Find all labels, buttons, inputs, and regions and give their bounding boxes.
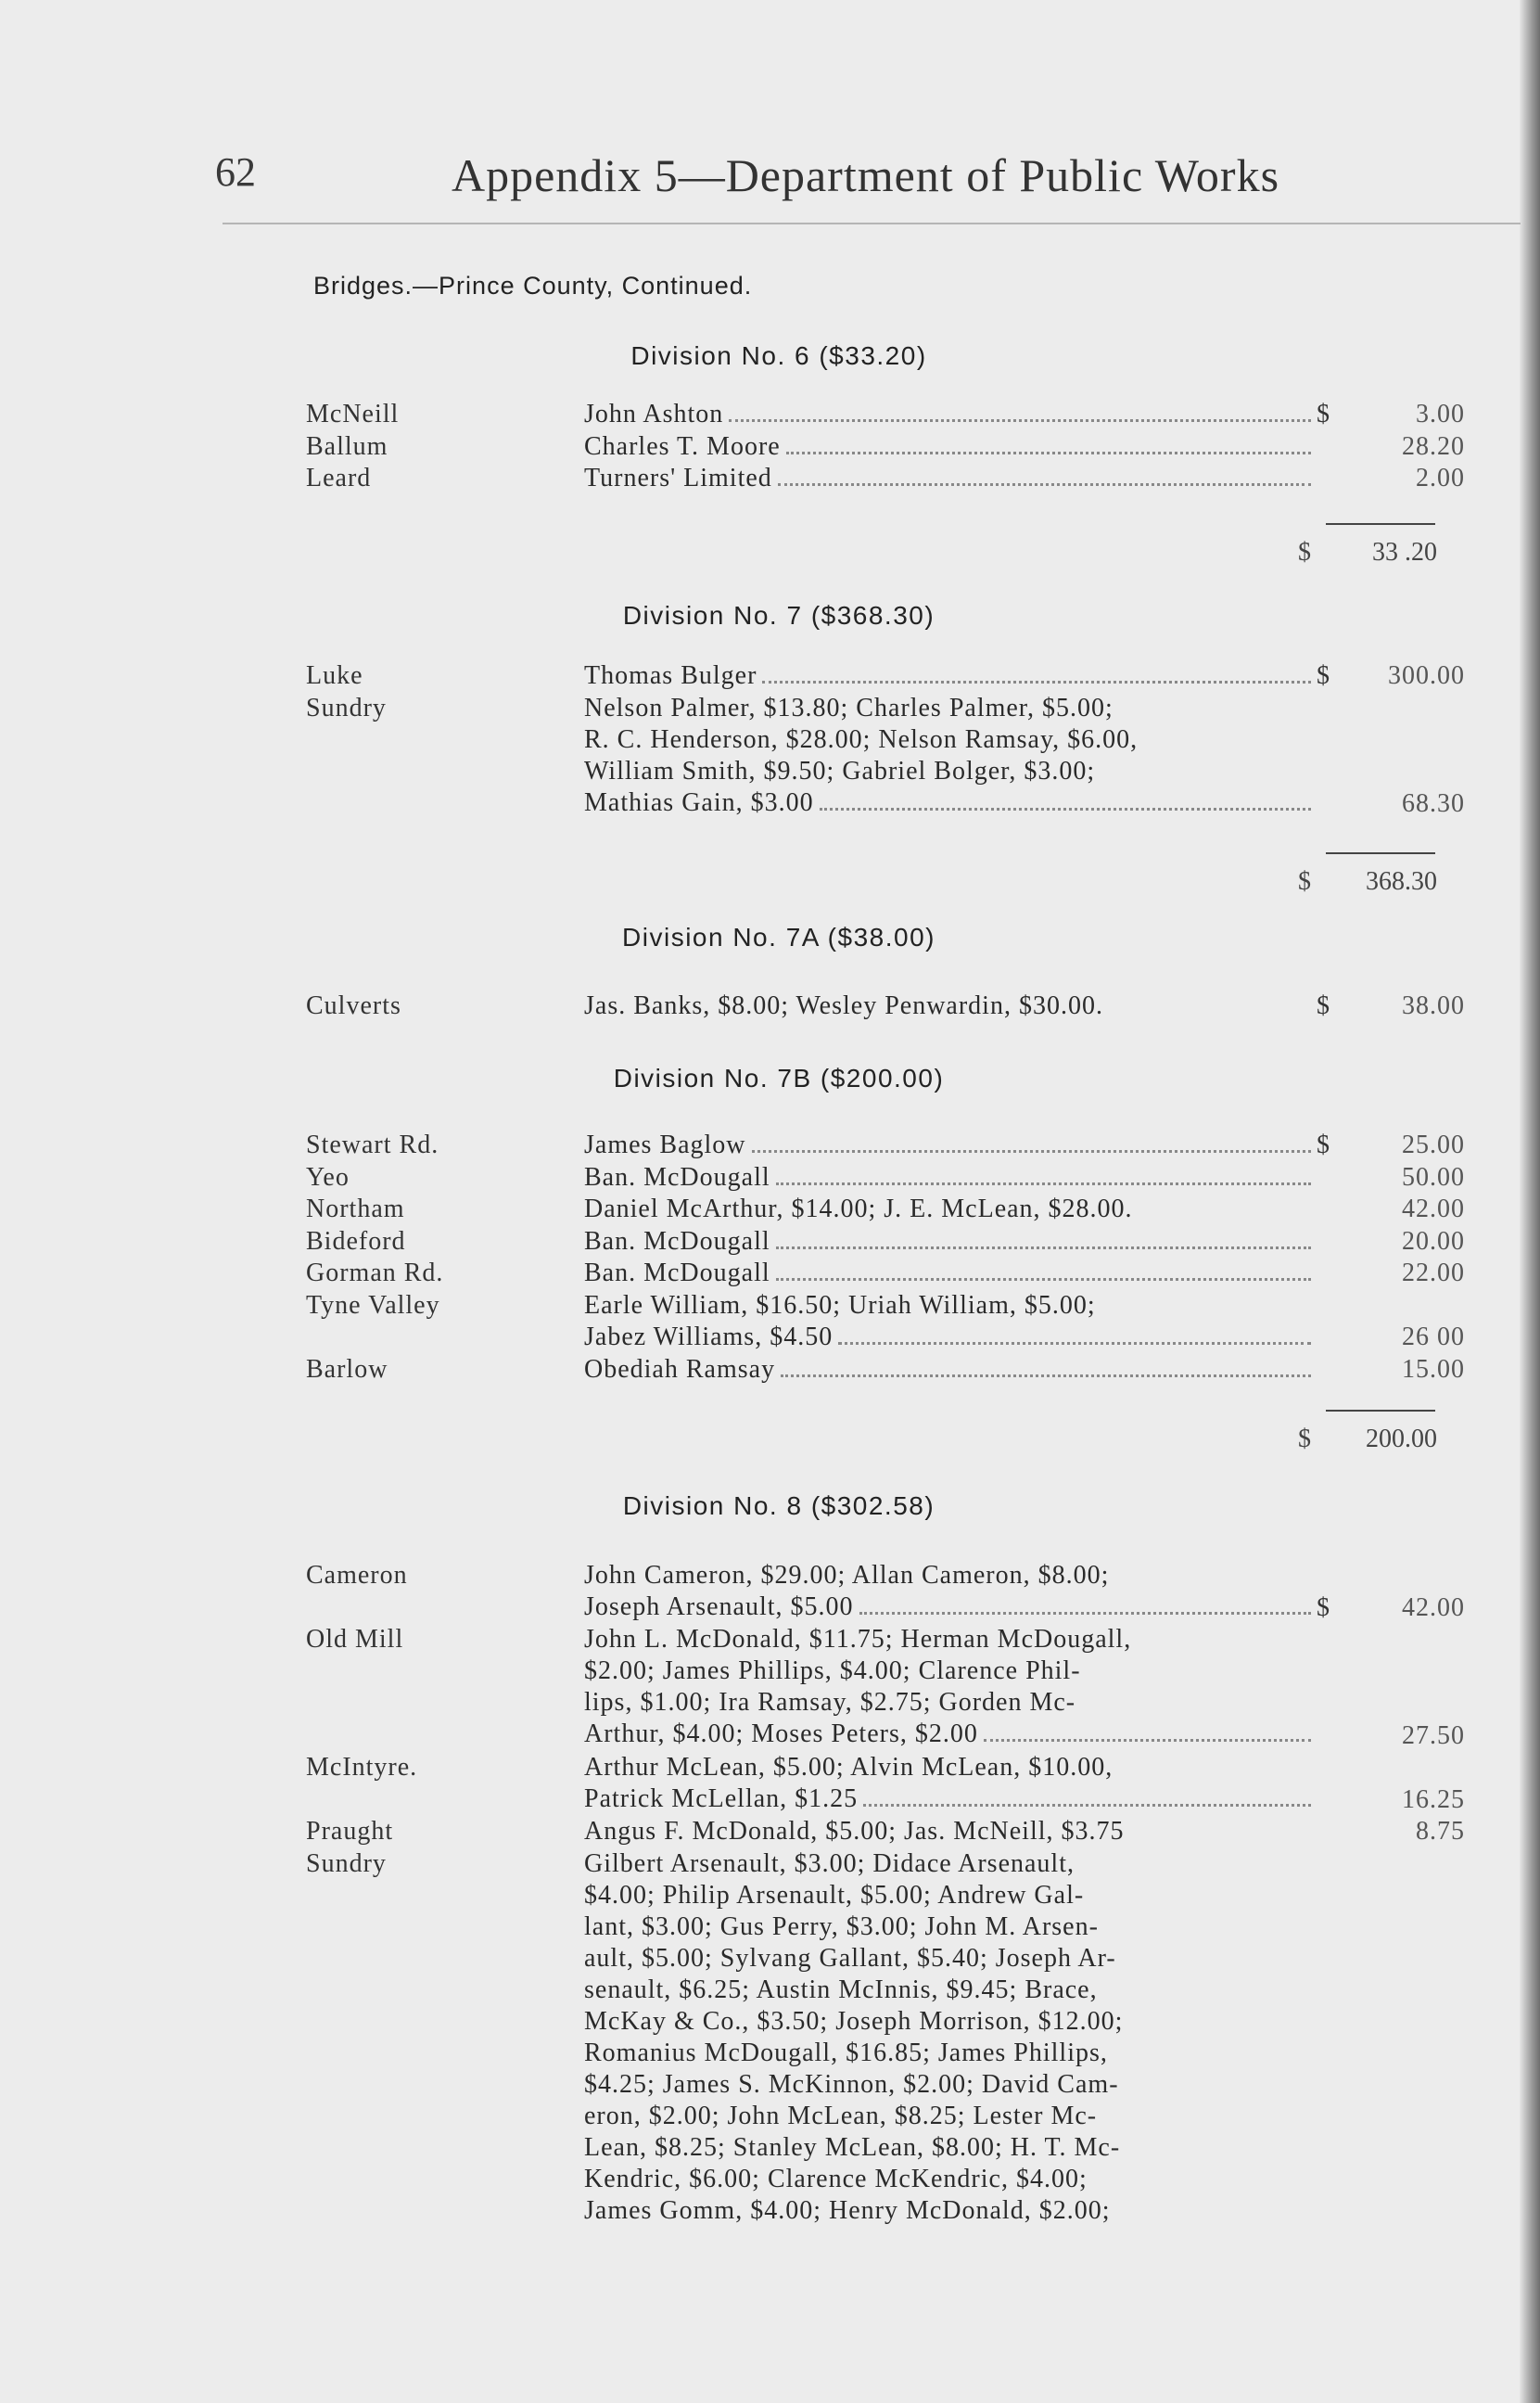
section-heading: Bridges.—Prince County, Continued. — [313, 272, 753, 300]
dot-leader — [820, 787, 1311, 811]
total-dollar-sign: $ — [1298, 538, 1311, 567]
division-total — [1048, 1425, 1437, 1458]
entry-line — [584, 787, 1317, 819]
entry-amount: 50.00 — [1402, 1162, 1465, 1192]
entry-line: Arthur McLean, $5.00; Alvin McLean, $10.00, — [584, 1753, 1114, 1782]
entry-location: Old Mill — [306, 1625, 404, 1654]
entry-line-text: Mathias Gain, $3.00 — [584, 787, 814, 817]
entry-location: Ballum — [306, 431, 388, 461]
entry-description — [584, 1816, 1317, 1847]
entry-line: lant, $3.00; Gus Perry, $3.00; John M. Arsen- — [584, 1911, 1099, 1941]
division-title: Division No. 8 ($302.58) — [622, 1491, 935, 1520]
entry-line-text: Ban. McDougall — [584, 1226, 770, 1256]
entry-line-text: Ban. McDougall — [584, 1259, 770, 1287]
entry-location: McIntyre. — [306, 1753, 418, 1782]
entry-amount: 25.00 — [1402, 1131, 1465, 1159]
entry-description — [584, 1226, 1317, 1258]
entry-location: Stewart Rd. — [306, 1131, 439, 1159]
entry-description — [584, 431, 1317, 463]
entry-line: Jas. Banks, $8.00; Wesley Penwardin, $30.00. — [584, 991, 1103, 1020]
division-title: Division No. 7A ($38.00) — [622, 923, 935, 952]
total-dollar-sign: $ — [1298, 1425, 1311, 1453]
entry-location: Tyne Valley — [306, 1290, 440, 1320]
entry-line-text: Turners' Limited — [584, 464, 772, 492]
entry-line-text: Joseph Arsenault, $5.00 — [584, 1592, 854, 1621]
entry-location: Cameron — [306, 1561, 408, 1590]
entry-line — [584, 399, 1317, 430]
entry-line — [584, 660, 1317, 692]
entry-location: Luke — [306, 661, 363, 690]
entry-amount: 26 00 — [1402, 1323, 1465, 1351]
entry-line — [584, 1783, 1317, 1815]
dot-leader — [776, 1162, 1311, 1185]
entry-line — [584, 1130, 1317, 1161]
entry-line — [584, 1226, 1317, 1258]
entry-amount: 300.00 — [1388, 661, 1465, 690]
entry-amount: 16.25 — [1402, 1784, 1465, 1814]
entry-description — [584, 693, 1317, 819]
division-total — [1048, 538, 1437, 571]
dollar-sign: $ — [1317, 991, 1330, 1020]
dot-leader — [752, 1130, 1311, 1153]
entry-line: Romanius McDougall, $16.85; James Phillips, — [584, 2038, 1108, 2067]
entry-description — [584, 1194, 1317, 1225]
header-rule — [223, 223, 1521, 224]
entry-line: John L. McDonald, $11.75; Herman McDougall, — [584, 1625, 1132, 1654]
entry-amount: 38.00 — [1402, 991, 1465, 1020]
dot-leader — [781, 1354, 1311, 1377]
entry-amount: 27.50 — [1402, 1720, 1465, 1750]
entry-location: Gorman Rd. — [306, 1259, 444, 1287]
entry-description — [584, 1624, 1317, 1750]
entry-location: Culverts — [306, 991, 401, 1020]
total-rule — [1326, 1410, 1435, 1412]
entry-amount: 20.00 — [1402, 1226, 1465, 1256]
entry-line: William Smith, $9.50; Gabriel Bolger, $3.00; — [584, 756, 1096, 786]
dot-leader — [778, 463, 1311, 486]
dollar-sign: $ — [1317, 400, 1330, 428]
total-rule — [1326, 523, 1435, 525]
dollar-sign: $ — [1317, 661, 1330, 690]
entry-line: James Gomm, $4.00; Henry McDonald, $2.00; — [584, 2195, 1111, 2225]
entry-location: Praught — [306, 1817, 394, 1846]
entry-description — [584, 660, 1317, 692]
entry-amount: 42.00 — [1402, 1195, 1465, 1223]
entry-location: Yeo — [306, 1162, 350, 1192]
dot-leader — [762, 660, 1311, 684]
entry-line-text: Ban. McDougall — [584, 1162, 770, 1192]
entry-description — [584, 1290, 1317, 1353]
dot-leader — [984, 1719, 1311, 1742]
dot-leader — [838, 1322, 1311, 1345]
entry-line-text: Arthur, $4.00; Moses Peters, $2.00 — [584, 1719, 978, 1748]
entry-description — [584, 1354, 1317, 1386]
dot-leader — [863, 1783, 1311, 1807]
entry-line: Angus F. McDonald, $5.00; Jas. McNeill, $3.75 — [584, 1817, 1125, 1846]
entry-amount: 2.00 — [1416, 464, 1465, 492]
division-title: Division No. 7 ($368.30) — [622, 601, 935, 630]
entry-line-text: John Ashton — [584, 400, 724, 428]
page-header — [215, 139, 1365, 204]
entry-amount: 15.00 — [1402, 1354, 1465, 1384]
entry-line: Kendric, $6.00; Clarence McKendric, $4.00; — [584, 2164, 1088, 2193]
entry-description — [584, 1848, 1317, 2227]
entry-description — [584, 1258, 1317, 1289]
entry-line — [584, 1322, 1317, 1353]
entry-amount: 68.30 — [1402, 789, 1465, 818]
entry-line — [584, 1162, 1317, 1194]
entry-line: senault, $6.25; Austin McInnis, $9.45; Brace, — [584, 1975, 1098, 2004]
entry-description — [584, 1752, 1317, 1815]
entry-line-text: Thomas Bulger — [584, 661, 757, 690]
entry-amount: 8.75 — [1416, 1817, 1465, 1846]
entry-line: John Cameron, $29.00; Allan Cameron, $8.00; — [584, 1561, 1110, 1590]
entry-line: $2.00; James Phillips, $4.00; Clarence Phil- — [584, 1656, 1081, 1685]
entry-description — [584, 1560, 1317, 1623]
total-dollar-sign: $ — [1298, 867, 1311, 896]
entry-location: Bideford — [306, 1226, 406, 1256]
entry-line — [584, 1354, 1317, 1386]
page-edge-shadow — [1520, 0, 1540, 2403]
entry-line: $4.00; Philip Arsenault, $5.00; Andrew Gal- — [584, 1880, 1085, 1910]
entry-line-text: Patrick McLellan, $1.25 — [584, 1784, 859, 1813]
entry-description — [584, 463, 1317, 494]
dollar-sign: $ — [1317, 1131, 1330, 1159]
entry-description — [584, 1130, 1317, 1161]
entry-line: Daniel McArthur, $14.00; J. E. McLean, $28.00. — [584, 1195, 1133, 1223]
division-title: Division No. 6 ($33.20) — [630, 341, 927, 370]
entry-line-text: Charles T. Moore — [584, 431, 781, 461]
entry-location: McNeill — [306, 400, 400, 428]
entry-line: Lean, $8.25; Stanley McLean, $8.00; H. T. Mc- — [584, 2132, 1121, 2162]
entry-line: McKay & Co., $3.50; Joseph Morrison, $12.00; — [584, 2006, 1124, 2036]
entry-line-text: Jabez Williams, $4.50 — [584, 1322, 834, 1351]
entry-amount: 42.00 — [1402, 1592, 1465, 1622]
dot-leader — [729, 399, 1311, 422]
division-total — [1048, 867, 1437, 901]
dot-leader — [786, 431, 1311, 454]
entry-line: eron, $2.00; John McLean, $8.25; Lester Mc- — [584, 2101, 1098, 2130]
running-title: Appendix 5—Department of Public Works — [452, 149, 1280, 201]
entry-location: Leard — [306, 464, 372, 492]
entry-amount: 3.00 — [1416, 400, 1465, 428]
entry-line-text: James Baglow — [584, 1131, 746, 1159]
entry-line: ault, $5.00; Sylvang Gallant, $5.40; Joseph Ar- — [584, 1943, 1116, 1973]
entry-location: Sundry — [306, 693, 387, 722]
total-amount: 200.00 — [1366, 1425, 1437, 1453]
entry-line-text: Obediah Ramsay — [584, 1354, 776, 1384]
entry-location: Sundry — [306, 1848, 387, 1878]
entry-line: Earle William, $16.50; Uriah William, $5.00; — [584, 1290, 1096, 1320]
entry-line — [584, 431, 1317, 463]
entry-line — [584, 1258, 1317, 1289]
entry-line — [584, 463, 1317, 494]
entry-line: R. C. Henderson, $28.00; Nelson Ramsay, $6.00, — [584, 724, 1139, 754]
entry-line: lips, $1.00; Ira Ramsay, $2.75; Gorden Mc- — [584, 1688, 1076, 1717]
entry-amount: 28.20 — [1402, 431, 1465, 461]
entry-line: Gilbert Arsenault, $3.00; Didace Arsenault, — [584, 1848, 1075, 1878]
entry-line: Nelson Palmer, $13.80; Charles Palmer, $5.00; — [584, 693, 1114, 722]
entry-line — [584, 1591, 1317, 1623]
entry-line — [584, 1719, 1317, 1750]
entry-location: Barlow — [306, 1354, 388, 1384]
total-amount: 33 .20 — [1372, 538, 1437, 567]
total-amount: 368.30 — [1366, 867, 1437, 896]
total-rule — [1326, 852, 1435, 854]
entry-location: Northam — [306, 1195, 405, 1223]
division-title: Division No. 7B ($200.00) — [613, 1064, 945, 1093]
dot-leader — [859, 1591, 1311, 1615]
dot-leader — [776, 1258, 1311, 1281]
page-number: 62 — [215, 149, 256, 195]
entry-amount: 22.00 — [1402, 1259, 1465, 1287]
dollar-sign: $ — [1317, 1592, 1330, 1622]
entry-description — [584, 399, 1317, 430]
entry-description — [584, 991, 1317, 1022]
entry-line: $4.25; James S. McKinnon, $2.00; David Cam- — [584, 2069, 1119, 2099]
entry-description — [584, 1162, 1317, 1194]
dot-leader — [776, 1226, 1311, 1249]
